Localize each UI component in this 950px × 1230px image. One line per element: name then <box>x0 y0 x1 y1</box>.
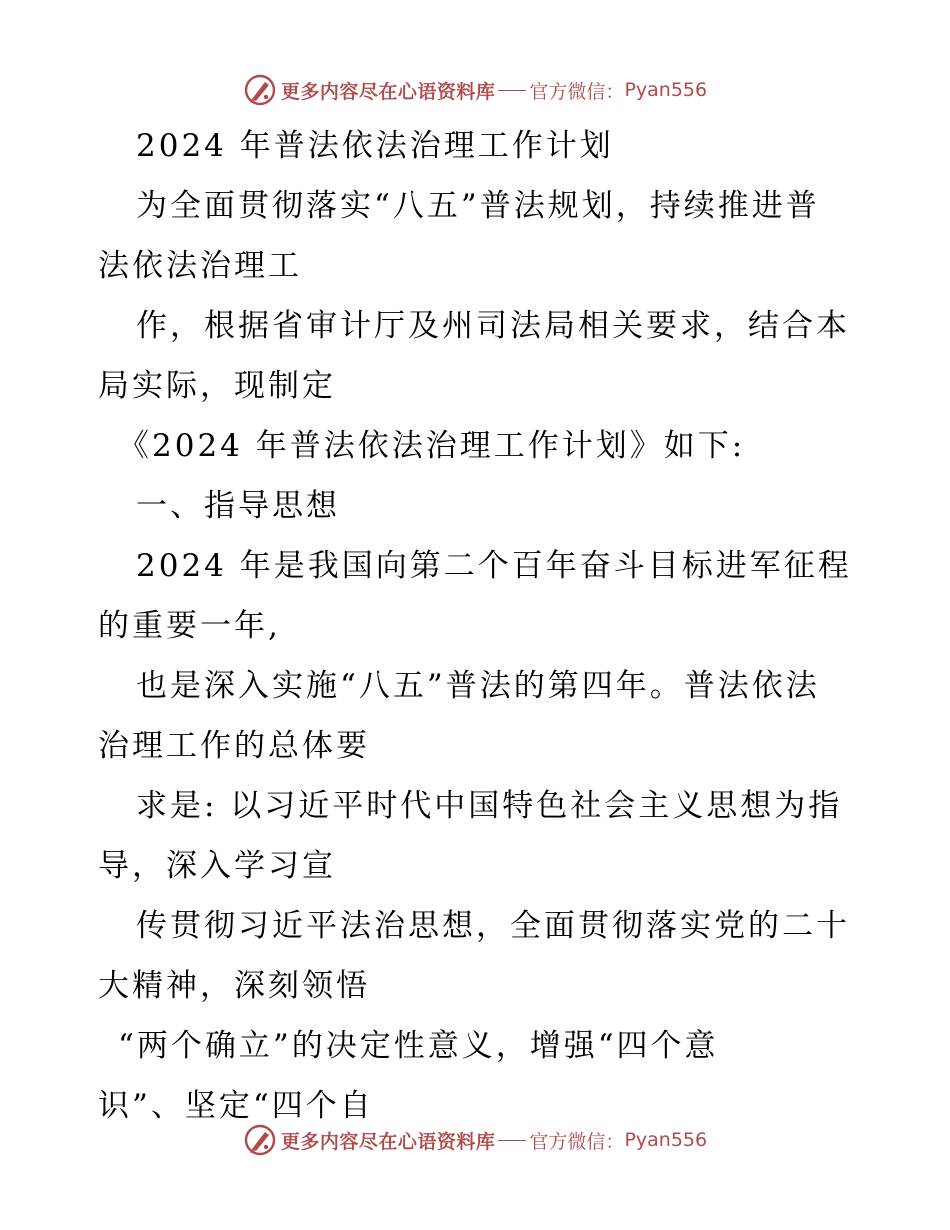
paragraph-line: 2024 年是我国向第二个百年奋斗目标进军征程 <box>136 548 852 584</box>
footer-watermark <box>0 1120 950 1160</box>
paragraph-line: 《2024 年普法依法治理工作计划》如下: <box>118 428 746 464</box>
header-watermark <box>0 70 950 110</box>
pen-logo-icon <box>243 1123 277 1157</box>
paragraph-line: 治理工作的总体要 <box>98 728 370 764</box>
paragraph-line: 大精神，深刻领悟 <box>98 968 370 1004</box>
footer-watermark-id: Pyan556 <box>624 1129 708 1151</box>
footer-watermark-label: 官方微信： <box>529 1130 625 1153</box>
paragraph-line: 传贯彻习近平法治思想，全面贯彻落实党的二十 <box>136 908 850 944</box>
paragraph-line: 识”、坚定“四个自 <box>98 1088 374 1124</box>
pen-logo-icon <box>243 73 277 107</box>
header-watermark-id: Pyan556 <box>624 79 708 101</box>
footer-watermark-dash <box>498 1140 526 1141</box>
document-body <box>98 116 858 1136</box>
paragraph-line: 的重要一年, <box>98 608 281 644</box>
paragraph-line: 求是: 以习近平时代中国特色社会主义思想为指 <box>136 788 843 824</box>
header-watermark-dash <box>498 90 526 91</box>
header-watermark-text: 更多内容尽在心语资料库 <box>280 80 496 103</box>
paragraph-line: 也是深入实施“八五”普法的第四年。普法依法 <box>136 668 820 704</box>
section-heading: 一、指导思想 <box>136 488 340 524</box>
paragraph-line: 法依法治理工 <box>98 248 302 284</box>
header-watermark-label: 官方微信： <box>529 80 625 103</box>
paragraph-line: 局实际，现制定 <box>98 368 336 404</box>
footer-watermark-text: 更多内容尽在心语资料库 <box>280 1130 496 1153</box>
paragraph-line: 为全面贯彻落实“八五”普法规划，持续推进普 <box>136 188 820 224</box>
paragraph-line: “两个确立”的决定性意义，增强“四个意 <box>118 1028 719 1064</box>
document-title: 2024 年普法依法治理工作计划 <box>136 128 614 164</box>
paragraph-line: 导，深入学习宣 <box>98 848 336 884</box>
paragraph-line: 作，根据省审计厅及州司法局相关要求，结合本 <box>136 308 850 344</box>
